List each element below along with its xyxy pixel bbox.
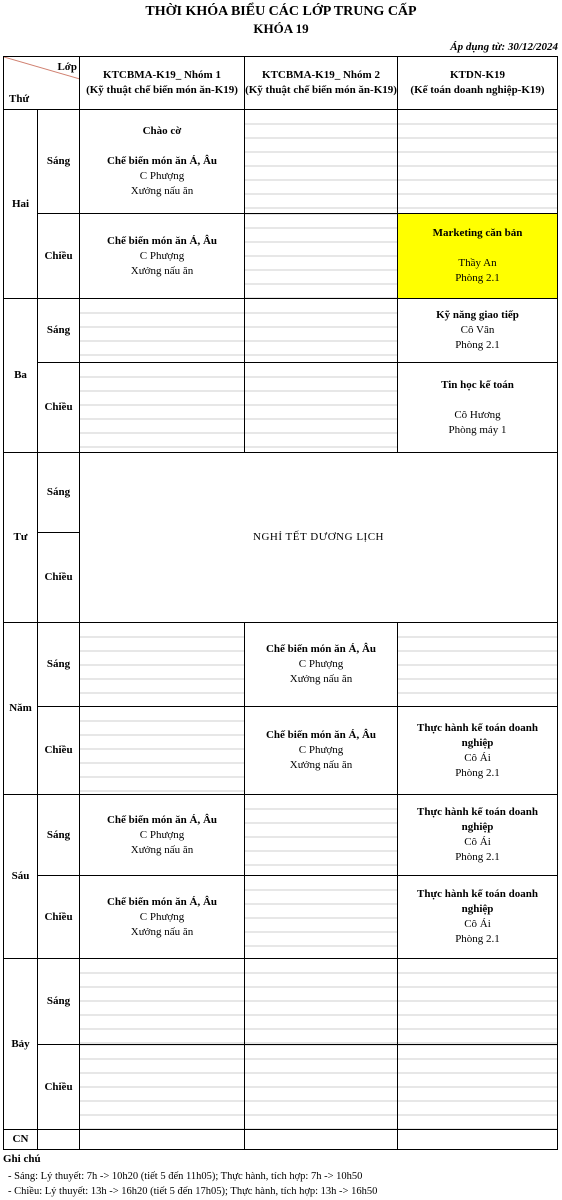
header-row [4, 57, 558, 110]
cell-nam-sang-nhom1 [80, 623, 245, 707]
day-ba: Ba [4, 299, 38, 453]
cell-nam-chieu-nhom2: Chế biến món ăn Á, Âu C Phượng Xưởng nấu ăn [245, 707, 398, 795]
row-bay-sang [4, 959, 558, 1045]
cell-nam-chieu-ktdn: Thực hành kế toán doanh nghiệp Cô Ái Phòng 2.1 [398, 707, 558, 795]
class-header-nhom2: KTCBMA-K19_ Nhóm 2 (Kỹ thuật chế biến món ăn-K19) [245, 57, 398, 110]
session-sang: Sáng [38, 453, 80, 533]
applied-date: Áp dụng từ: 30/12/2024 [450, 41, 558, 53]
cell-ba-sang-nhom2 [245, 299, 398, 363]
day-sau: Sáu [4, 795, 38, 959]
session-chieu: Chiều [38, 707, 80, 795]
timetable-grid [3, 56, 558, 1150]
holiday-banner: NGHỈ TẾT DƯƠNG LỊCH [80, 453, 558, 623]
row-tu-sang [4, 453, 558, 533]
cell-ba-sang-ktdn: Kỹ năng giao tiếp Cô Vân Phòng 2.1 [398, 299, 558, 363]
row-hai-chieu [4, 214, 558, 299]
note-afternoon: - Chiều: Lý thuyết: 13h -> 16h20 (tiết 5 đến 17h05); Thực hành, tích hợp: 13h -> 16h50 [8, 1186, 378, 1197]
cell-hai-chieu-ktdn: Marketing căn bản Thầy An Phòng 2.1 [398, 214, 558, 299]
cell-sau-chieu-nhom2 [245, 876, 398, 959]
session-chieu: Chiều [38, 876, 80, 959]
cell-cn-nhom1 [80, 1130, 245, 1150]
corner-cell [4, 57, 80, 110]
day-nam: Năm [4, 623, 38, 795]
cell-nam-sang-nhom2: Chế biến món ăn Á, Âu C Phượng Xưởng nấu ăn [245, 623, 398, 707]
cell-cn-session [38, 1130, 80, 1150]
day-tu: Tư [4, 453, 38, 623]
note-morning: - Sáng: Lý thuyết: 7h -> 10h20 (tiết 5 đến 11h05); Thực hành, tích hợp: 7h -> 10h50 [8, 1171, 363, 1182]
cell-sau-chieu-ktdn: Thực hành kế toán doanh nghiệp Cô Ái Phòng 2.1 [398, 876, 558, 959]
session-chieu: Chiều [38, 363, 80, 453]
cell-bay-chieu-nhom2 [245, 1045, 398, 1130]
session-sang: Sáng [38, 299, 80, 363]
cell-ba-sang-nhom1 [80, 299, 245, 363]
cell-hai-sang-ktdn [398, 110, 558, 214]
row-bay-chieu [4, 1045, 558, 1130]
cell-ba-chieu-nhom2 [245, 363, 398, 453]
cell-bay-sang-nhom2 [245, 959, 398, 1045]
day-cn: CN [4, 1130, 38, 1150]
cell-bay-sang-nhom1 [80, 959, 245, 1045]
cell-bay-sang-ktdn [398, 959, 558, 1045]
cell-nam-sang-ktdn [398, 623, 558, 707]
page-title: THỜI KHÓA BIỂU CÁC LỚP TRUNG CẤP [145, 4, 417, 19]
cell-sau-chieu-nhom1: Chế biến món ăn Á, Âu C Phượng Xưởng nấu ăn [80, 876, 245, 959]
cell-cn-nhom2 [245, 1130, 398, 1150]
row-sau-sang [4, 795, 558, 876]
cell-bay-chieu-nhom1 [80, 1045, 245, 1130]
label-thu: Thứ [9, 93, 30, 105]
row-hai-sang [4, 110, 558, 214]
session-sang: Sáng [38, 623, 80, 707]
cell-cn-ktdn [398, 1130, 558, 1150]
page-subtitle: KHÓA 19 [253, 21, 309, 36]
class-header-ktdn: KTDN-K19 (Kế toán doanh nghiệp-K19) [398, 57, 558, 110]
day-bay: Bảy [4, 959, 38, 1130]
row-ba-sang [4, 299, 558, 363]
session-chieu: Chiều [38, 533, 80, 623]
cell-sau-sang-ktdn: Thực hành kế toán doanh nghiệp Cô Ái Phòng 2.1 [398, 795, 558, 876]
cell-sau-sang-nhom1: Chế biến món ăn Á, Âu C Phượng Xưởng nấu ăn [80, 795, 245, 876]
session-chieu: Chiều [38, 214, 80, 299]
notes-title: Ghi chú [3, 1153, 41, 1165]
cell-hai-sang-nhom2 [245, 110, 398, 214]
row-ba-chieu [4, 363, 558, 453]
session-chieu: Chiều [38, 1045, 80, 1130]
cell-sau-sang-nhom2 [245, 795, 398, 876]
cell-bay-chieu-ktdn [398, 1045, 558, 1130]
row-sau-chieu [4, 876, 558, 959]
session-sang: Sáng [38, 110, 80, 214]
cell-hai-chieu-nhom1: Chế biến món ăn Á, Âu C Phượng Xưởng nấu ăn [80, 214, 245, 299]
class-header-nhom1: KTCBMA-K19_ Nhóm 1 (Kỹ thuật chế biến món ăn-K19) [80, 57, 245, 110]
cell-ba-chieu-nhom1 [80, 363, 245, 453]
cell-hai-sang-nhom1: Chào cờ Chế biến món ăn Á, Âu C Phượng Xưởng nấu ăn [80, 110, 245, 214]
cell-ba-chieu-ktdn: Tin học kế toán Cô Hương Phòng máy 1 [398, 363, 558, 453]
row-cn [4, 1130, 558, 1150]
session-sang: Sáng [38, 795, 80, 876]
day-hai: Hai [4, 110, 38, 299]
row-nam-sang [4, 623, 558, 707]
session-sang: Sáng [38, 959, 80, 1045]
cell-nam-chieu-nhom1 [80, 707, 245, 795]
label-lop: Lớp [57, 61, 77, 73]
row-nam-chieu [4, 707, 558, 795]
cell-hai-chieu-nhom2 [245, 214, 398, 299]
